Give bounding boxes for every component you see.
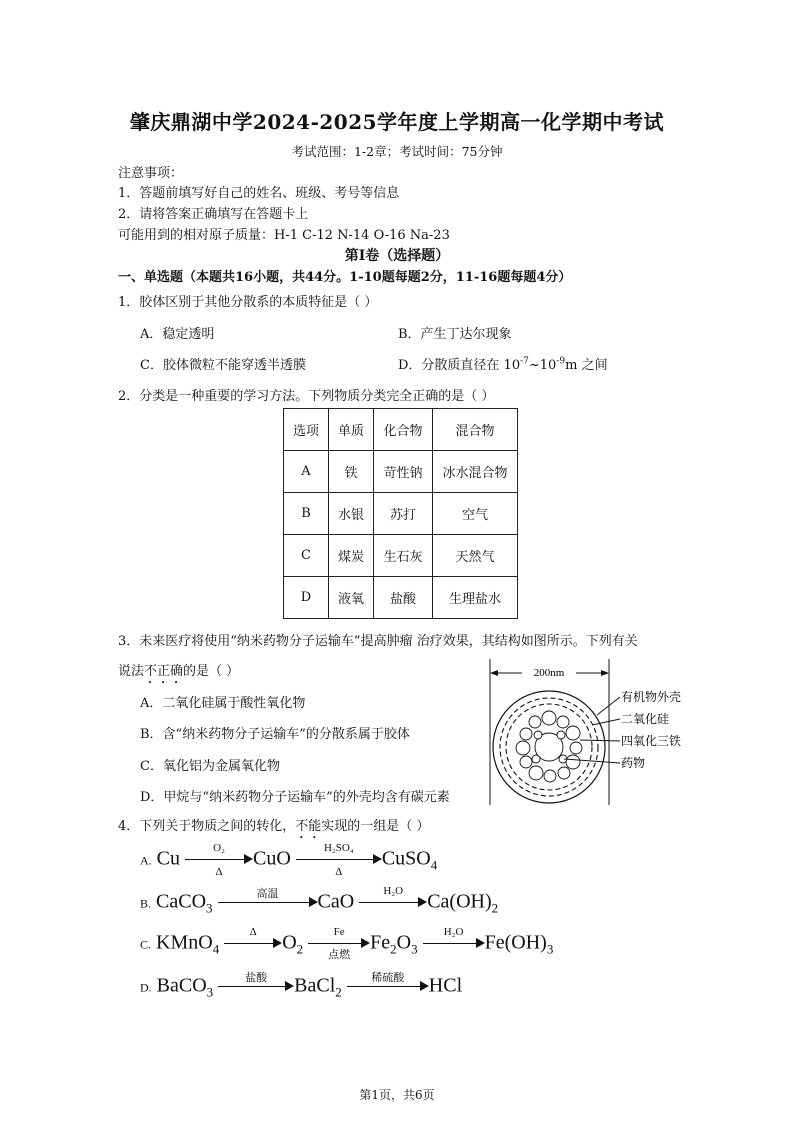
arrow-condition: H₂O [383, 885, 404, 897]
exponent: -7 [520, 356, 529, 367]
table-cell: D [284, 577, 329, 619]
leader-line [592, 719, 620, 725]
arrow-condition: O₂ [213, 842, 225, 854]
arrow-condition: Δ [249, 926, 257, 938]
species: BaCl [294, 974, 336, 997]
label-silica: 二氧化硅 [621, 712, 670, 726]
question-4-stem [118, 815, 429, 842]
question-1-stem: 1．胶体区别于其他分散系的本质特征是（ ） [118, 295, 378, 310]
arrow-condition: 点燃 [328, 949, 351, 961]
subscript: 4 [430, 857, 438, 873]
notes-heading: 注意事项： [118, 166, 184, 181]
atomic-masses: 可能用到的相对原子质量：H-1 C-12 N-14 O-16 Na-23 [118, 228, 450, 243]
page-footer: 第1页，共6页 [359, 1088, 435, 1102]
volume-heading: 第I卷（选择题） [344, 248, 450, 264]
subscript: 2 [390, 941, 397, 957]
table-cell: 盐酸 [374, 577, 433, 619]
iron-oxide-particle [558, 767, 570, 779]
species: Fe(OH) [484, 931, 547, 954]
table-cell: 苛性钠 [374, 451, 433, 493]
q4-option-d [140, 969, 462, 1005]
table-cell: 化合物 [374, 409, 433, 451]
exam-subtitle: 考试范围：1-2章；考试时间：75分钟 [291, 144, 503, 159]
question-3-stem-line2 [118, 660, 239, 687]
note-item: 2．请将答案正确填写在答题卡上 [118, 207, 309, 222]
reaction-arrow [359, 885, 427, 921]
arrow-condition: 高温 [256, 888, 279, 900]
iron-oxide-particle [529, 766, 543, 780]
table-row [284, 577, 518, 619]
iron-oxide-particle [529, 716, 541, 728]
option-label: B. [140, 896, 152, 911]
note-item: 1．答题前填写好自己的姓名、班级、考号等信息 [118, 186, 400, 201]
species: Fe [370, 931, 391, 954]
reaction-arrow [185, 842, 253, 878]
q3-option-a: A．二氧化硅属于酸性氧化物 [140, 696, 306, 711]
reaction-arrow [308, 926, 370, 962]
subscript: 4 [212, 941, 220, 957]
species: KMnO [156, 931, 213, 954]
exam-title: 肇庆鼎湖中学2024-2025学年度上学期高一化学期中考试 [129, 110, 665, 134]
q4-option-c [140, 926, 553, 962]
particle-cluster [516, 711, 582, 782]
question-3-stem: 3．未来医疗将使用“纳米药物分子运输车”提高肿瘤 治疗效果，其结构如图所示。下列有关 [118, 634, 638, 649]
species: CaCO [156, 890, 207, 913]
q3-option-d: D．甲烷与“纳米药物分子运输车”的外壳均含有碳元素 [140, 790, 450, 805]
table-cell: 煤炭 [329, 535, 374, 577]
section-heading: 一、单选题（本题共16小题，共44分。1-10题每题2分，11-16题每题4分） [118, 270, 572, 285]
iron-oxide-particle [516, 741, 530, 755]
emphasis-text: 不正确 [144, 664, 184, 679]
table-cell: 空气 [433, 493, 518, 535]
q4-option-a [140, 842, 437, 878]
table-cell: 铁 [329, 451, 374, 493]
species: O [396, 931, 412, 954]
q1-option-d-text: D．分散质直径在 10 [398, 358, 521, 373]
leader-line [580, 740, 620, 741]
subscript: 2 [296, 941, 304, 957]
iron-oxide-particle [570, 742, 582, 754]
table-cell: 选项 [284, 409, 329, 451]
table-cell: 混合物 [433, 409, 518, 451]
q1-option-c: C．胶体微粒不能穿透半透膜 [140, 358, 306, 373]
exponent: -9 [556, 356, 566, 367]
iron-oxide-particle [542, 711, 556, 725]
table-cell: A [284, 451, 329, 493]
iron-oxide-particle [557, 716, 569, 728]
table-cell: 生石灰 [374, 535, 433, 577]
emphasis-text: 不能 [295, 819, 322, 834]
table-cell: 苏打 [374, 493, 433, 535]
iron-oxide-particle [566, 755, 580, 769]
reaction-arrow [347, 969, 429, 1005]
scale-label: 200nm [533, 667, 565, 679]
iron-oxide-particle [534, 731, 542, 739]
q1-option-d-text: ~10 [528, 358, 557, 373]
option-label: C. [140, 937, 152, 952]
nano-carrier-diagram [484, 655, 694, 805]
subscript: 3 [546, 941, 554, 957]
species: CuO [253, 847, 291, 870]
iron-oxide-particle [520, 756, 532, 768]
scale-arrow [601, 670, 609, 676]
reaction-arrow [218, 969, 294, 1005]
subscript: 2 [335, 984, 342, 1000]
iron-oxide-particle [532, 755, 540, 763]
stem-text: 说法 [118, 664, 145, 679]
q1-option-d-text: m 之间 [565, 358, 608, 373]
reaction-arrow [423, 926, 485, 962]
label-iron-oxide: 四氧化三铁 [621, 734, 682, 748]
table-cell: 单质 [329, 409, 374, 451]
iron-oxide-particle [544, 770, 556, 782]
iron-oxide-particle [557, 731, 565, 739]
reaction-arrow [296, 842, 382, 878]
label-organic-shell: 有机物外壳 [621, 690, 682, 704]
question-2-stem: 2．分类是一种重要的学习方法。下列物质分类完全正确的是（ ） [118, 389, 495, 404]
species: O [282, 931, 297, 954]
q1-option-d [398, 354, 608, 373]
species: CaO [317, 890, 355, 913]
table-cell: B [284, 493, 329, 535]
stem-text: 实现的一组是（ ） [321, 819, 430, 834]
table-row [284, 409, 518, 451]
classification-table [283, 408, 518, 619]
subscript: 3 [206, 900, 213, 916]
iron-oxide-particle [566, 726, 580, 740]
table-cell: C [284, 535, 329, 577]
arrow-condition: Δ [335, 866, 343, 878]
table-row [284, 451, 518, 493]
table-row [284, 535, 518, 577]
subscript: 2 [491, 900, 499, 916]
species: Cu [156, 847, 181, 870]
q3-option-c: C．氧化铝为金属氧化物 [140, 759, 280, 774]
option-label: A. [140, 853, 152, 868]
q1-option-a: A．稳定透明 [140, 327, 215, 342]
table-cell: 液氧 [329, 577, 374, 619]
table-cell: 生理盐水 [433, 577, 518, 619]
stem-text: 4．下列关于物质之间的转化， [118, 819, 296, 834]
table-row [284, 493, 518, 535]
species: Ca(OH) [427, 890, 492, 913]
option-label: D. [140, 980, 152, 995]
arrow-condition: H₂SO₄ [323, 842, 354, 854]
species: BaCO [156, 974, 207, 997]
q3-option-b: B．含“纳米药物分子运输车”的分散系属于胶体 [140, 727, 410, 742]
subscript: 3 [206, 984, 214, 1000]
reaction-arrow [224, 926, 282, 962]
arrow-condition: H₂O [443, 926, 464, 938]
table-cell: 冰水混合物 [433, 451, 518, 493]
subscript: 3 [411, 941, 418, 957]
scale-arrow [490, 670, 498, 676]
q4-option-b [140, 885, 498, 921]
iron-oxide-particle [520, 728, 532, 740]
arrow-condition: Fe [333, 926, 345, 938]
species: HCl [428, 974, 463, 997]
arrow-condition: 盐酸 [245, 972, 268, 984]
species: CuSO [381, 847, 431, 870]
table-cell: 天然气 [433, 535, 518, 577]
stem-text: 的是（ ） [183, 664, 240, 679]
q1-option-b: B．产生丁达尔现象 [398, 327, 512, 342]
label-drug: 药物 [621, 756, 646, 770]
arrow-condition: Δ [215, 866, 223, 878]
reaction-arrow [218, 885, 318, 921]
table-cell: 水银 [329, 493, 374, 535]
arrow-condition: 稀硫酸 [371, 972, 405, 984]
